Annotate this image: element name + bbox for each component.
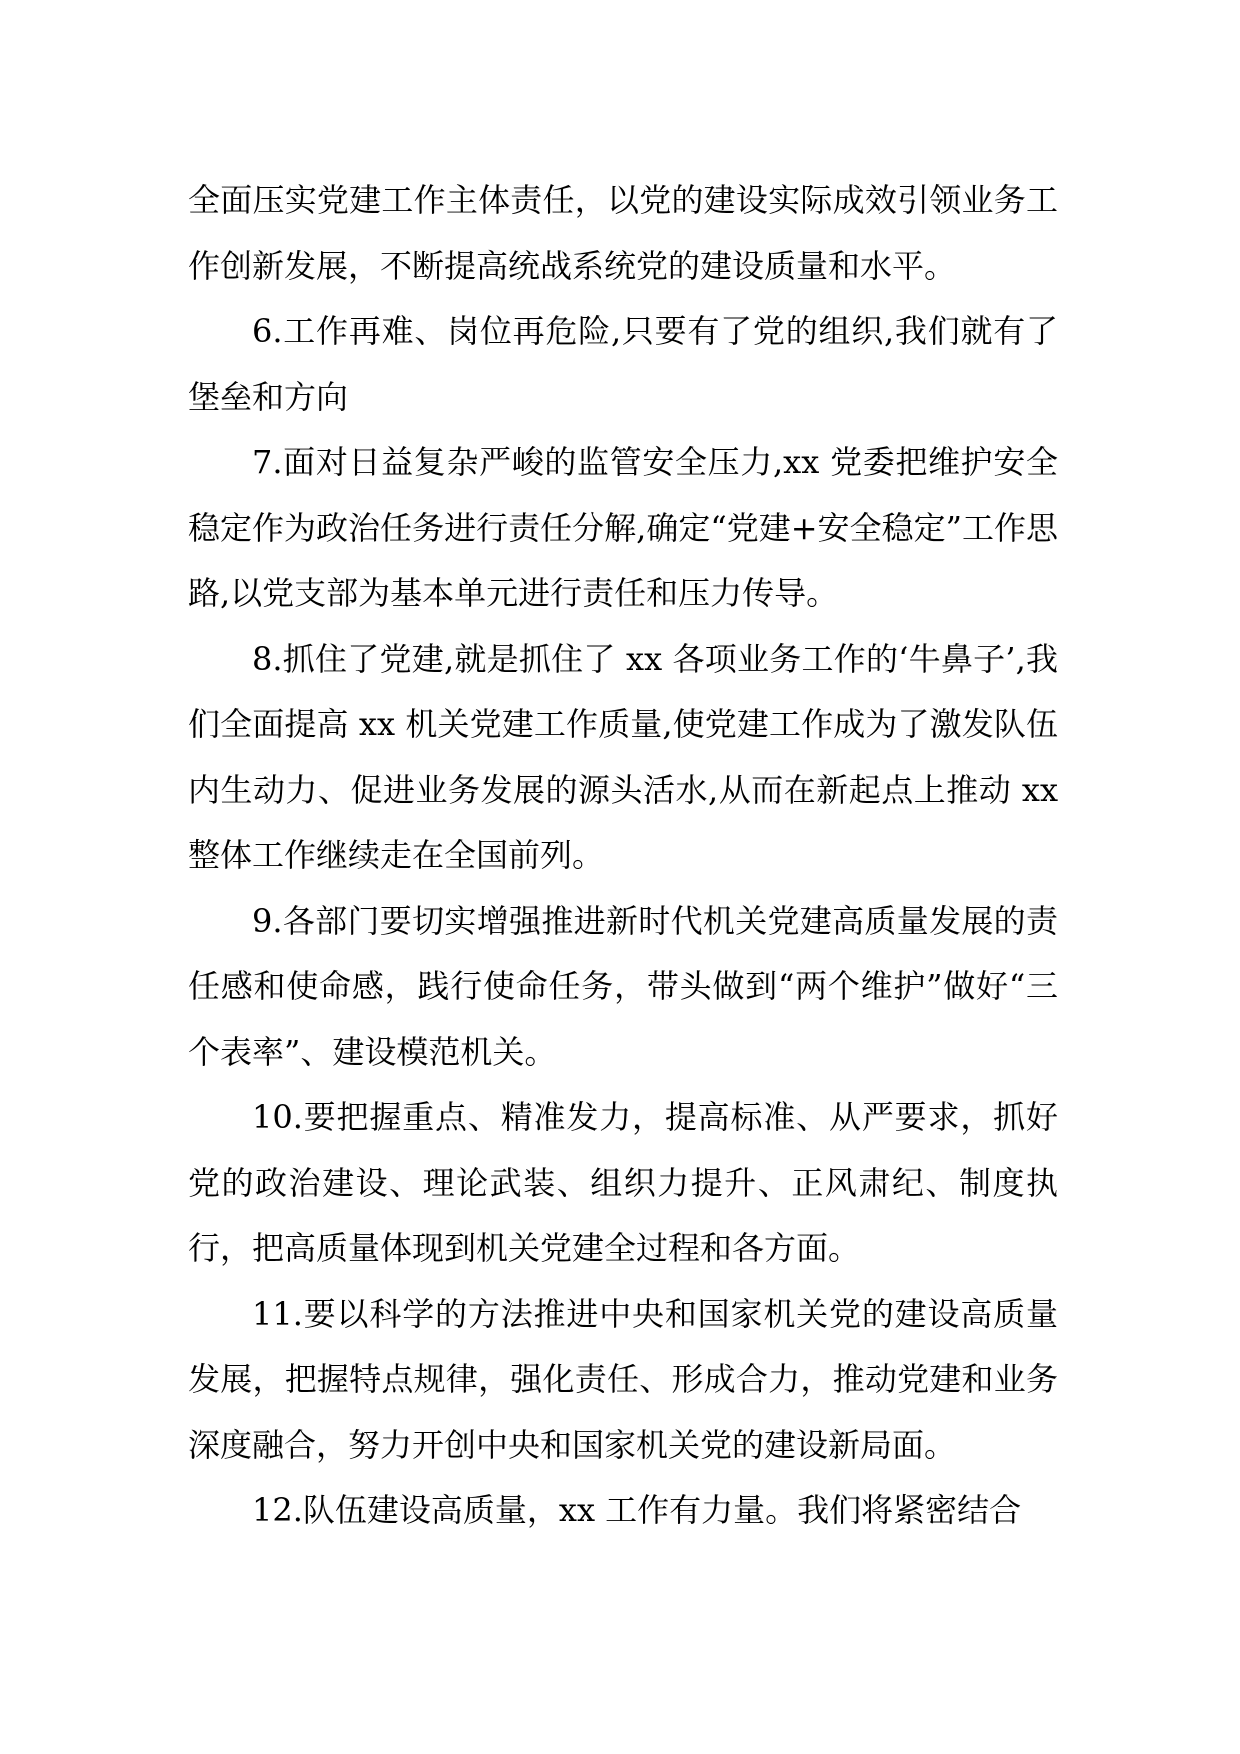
document-body — [188, 168, 1058, 1544]
paragraph-item-9: 9.各部门要切实增强推进新时代机关党建高质量发展的责任感和使命感，践行使命任务，带头做到“两个维护”做好“三个表率”、建设模范机关。 — [188, 901, 1058, 1071]
paragraph-item-10: 10.要把握重点、精准发力，提高标准、从严要求，抓好党的政治建设、理论武装、组织力提升、正风肃纪、制度执行，把高质量体现到机关党建全过程和各方面。 — [188, 1098, 1058, 1267]
paragraph-item-12: 12.队伍建设高质量，xx 工作有力量。我们将紧密结合 — [252, 1491, 1022, 1529]
paragraph-item-7: 7.面对日益复杂严峻的监管安全压力,xx 党委把维护安全稳定作为政治任务进行责任分解,确定“党建+安全稳定”工作思路,以党支部为基本单元进行责任和压力传导。 — [188, 443, 1058, 612]
paragraph-item-6: 6.工作再难、岗位再危险,只要有了党的组织,我们就有了堡垒和方向 — [188, 312, 1058, 416]
paragraph-item-11: 11.要以科学的方法推进中央和国家机关党的建设高质量发展，把握特点规律，强化责任、形成合力，推动党建和业务深度融合，努力开创中央和国家机关党的建设新局面。 — [188, 1294, 1058, 1464]
paragraph-continuation: 全面压实党建工作主体责任，以党的建设实际成效引领业务工作创新发展，不断提高统战系统党的建设质量和水平。 — [188, 181, 1058, 285]
paragraph-item-8: 8.抓住了党建,就是抓住了 xx 各项业务工作的‘牛鼻子’,我们全面提高 xx 机关党建工作质量,使党建工作成为了激发队伍内生动力、促进业务发展的源头活水,从而在新起点上推动 xx 整体工作继续走在全国前列。 — [188, 639, 1058, 874]
